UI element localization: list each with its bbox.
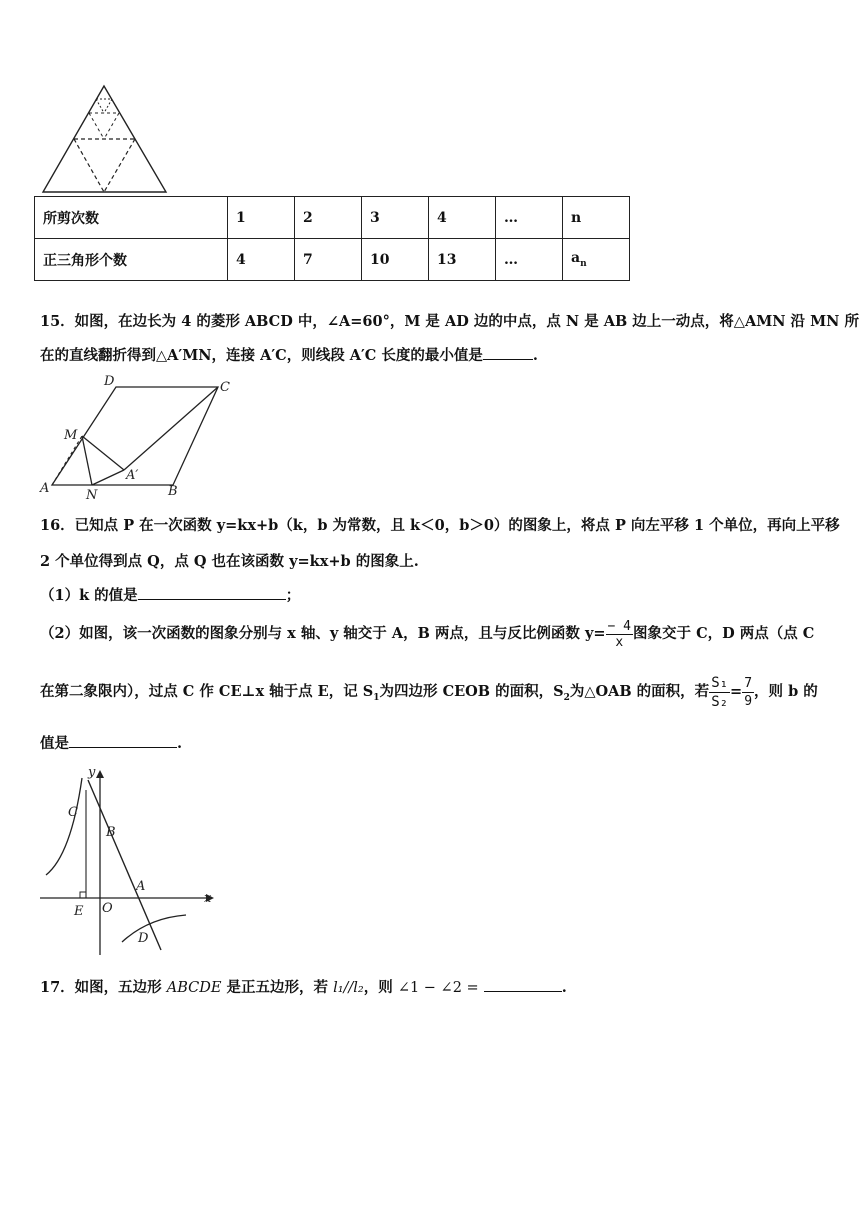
q16-line4-c: 为△OAB 的面积，若 bbox=[569, 683, 710, 700]
table-cell: 4 bbox=[228, 239, 295, 281]
table-cell: 2 bbox=[295, 197, 362, 239]
ratio-value-numerator: 7 bbox=[744, 675, 753, 691]
label-point-E: E bbox=[74, 904, 84, 919]
q15-line2 bbox=[40, 345, 538, 366]
table-cell: 7 bbox=[295, 239, 362, 281]
s2-subscript: 2 bbox=[563, 692, 570, 703]
area-ratio-fraction bbox=[709, 674, 730, 711]
label-point-A: A bbox=[136, 879, 146, 894]
q16-line4-d: ，则 b 的 bbox=[754, 683, 818, 700]
table-row bbox=[35, 239, 630, 281]
table-cell: 1 bbox=[228, 197, 295, 239]
label-point-D: D bbox=[138, 931, 149, 946]
q16-k-answer-blank bbox=[138, 585, 286, 600]
cut-count-table bbox=[34, 196, 630, 281]
table-cell: 正三角形个数 bbox=[35, 239, 228, 281]
table-cell: … bbox=[496, 197, 563, 239]
fraction-denominator: x bbox=[615, 634, 624, 650]
q16-part2-text-b: 图象交于 C，D 两点（点 C bbox=[633, 625, 815, 642]
q17-parallel: l₁//l₂ bbox=[333, 980, 364, 996]
q16-part1 bbox=[40, 585, 300, 606]
table-row bbox=[35, 197, 630, 239]
q16-line4 bbox=[40, 670, 818, 720]
table-cell: 所剪次数 bbox=[35, 197, 228, 239]
table-cell: n bbox=[563, 197, 630, 239]
table-cell: … bbox=[496, 239, 563, 281]
label-A: A bbox=[40, 481, 50, 496]
q15-line2-text: 在的直线翻折得到△A′MN，连接 A′C，则线段 A′C 长度的最小值是 bbox=[40, 347, 483, 364]
q16-line5-end: . bbox=[177, 735, 183, 752]
table-cell bbox=[563, 239, 630, 281]
q17-then: ，则 bbox=[363, 979, 393, 996]
q17-expression: ∠1 − ∠2 = bbox=[397, 980, 479, 996]
a-n-subscript: n bbox=[580, 258, 587, 269]
q15-answer-blank bbox=[483, 345, 533, 360]
q15-line1: 15．如图，在边长为 4 的菱形 ABCD 中，∠A=60°，M 是 AD 边的中点，点 N 是 AB 边上一动点，将△AMN 沿 MN 所 bbox=[40, 313, 859, 330]
ratio-value-denominator: 9 bbox=[744, 693, 753, 709]
q16-part2-text-a: （2）如图，该一次函数的图象分别与 x 轴、y 轴交于 A，B 两点，且与反比例函数 y= bbox=[40, 625, 606, 642]
axis-label-y: y bbox=[88, 765, 96, 780]
q17-answer-blank bbox=[484, 977, 562, 992]
ratio-value-fraction bbox=[742, 675, 754, 710]
fraction-numerator: − 4 bbox=[607, 618, 632, 634]
label-A-prime: A′ bbox=[126, 468, 139, 483]
inverse-function-fraction bbox=[606, 619, 633, 650]
q15-line2-end: . bbox=[532, 347, 538, 364]
q16-line4-b: 为四边形 CEOB 的面积，S bbox=[379, 683, 564, 700]
q16-part1-text: （1）k 的值是 bbox=[40, 587, 138, 604]
label-point-C: C bbox=[68, 805, 78, 820]
q16-line5 bbox=[40, 733, 182, 754]
ratio-equals: = bbox=[730, 683, 743, 700]
nested-triangle-figure bbox=[38, 82, 173, 197]
rhombus-figure bbox=[36, 375, 241, 500]
q16-part1-end: ； bbox=[285, 587, 301, 604]
q17-prefix: 17．如图，五边形 bbox=[40, 979, 162, 996]
a-n-term: a bbox=[571, 250, 581, 267]
label-point-B: B bbox=[106, 825, 116, 840]
table-cell: 13 bbox=[429, 239, 496, 281]
q16-line2: 2 个单位得到点 Q，点 Q 也在该函数 y=kx+b 的图象上. bbox=[40, 553, 419, 570]
q16-line4-a: 在第二象限内），过点 C 作 CE⊥x 轴于点 E，记 S bbox=[40, 683, 374, 700]
q17-mid: 是正五边形，若 bbox=[226, 979, 329, 996]
table-cell: 10 bbox=[362, 239, 429, 281]
q16-line5-text: 值是 bbox=[40, 735, 69, 752]
q16-part2 bbox=[40, 614, 814, 654]
label-D: D bbox=[104, 375, 115, 389]
ratio-denominator: S₂ bbox=[711, 693, 729, 710]
table-cell: 4 bbox=[429, 197, 496, 239]
label-point-O: O bbox=[102, 901, 113, 916]
s1-subscript: 1 bbox=[373, 692, 380, 703]
label-C: C bbox=[220, 380, 230, 395]
q16-b-answer-blank bbox=[69, 733, 177, 748]
function-graph-figure bbox=[36, 760, 226, 960]
q17-shape: ABCDE bbox=[166, 980, 222, 996]
q17-line bbox=[40, 977, 567, 998]
q17-end: . bbox=[561, 979, 567, 996]
ratio-numerator: S₁ bbox=[711, 674, 729, 691]
axis-label-x: x bbox=[204, 891, 212, 906]
label-M: M bbox=[64, 428, 78, 443]
label-B: B bbox=[168, 484, 178, 499]
q16-line1: 16．已知点 P 在一次函数 y=kx+b（k，b 为常数，且 k＜0，b＞0）的图象上，将点 P 向左平移 1 个单位，再向上平移 bbox=[40, 517, 840, 534]
label-N: N bbox=[86, 488, 98, 500]
table-cell: 3 bbox=[362, 197, 429, 239]
